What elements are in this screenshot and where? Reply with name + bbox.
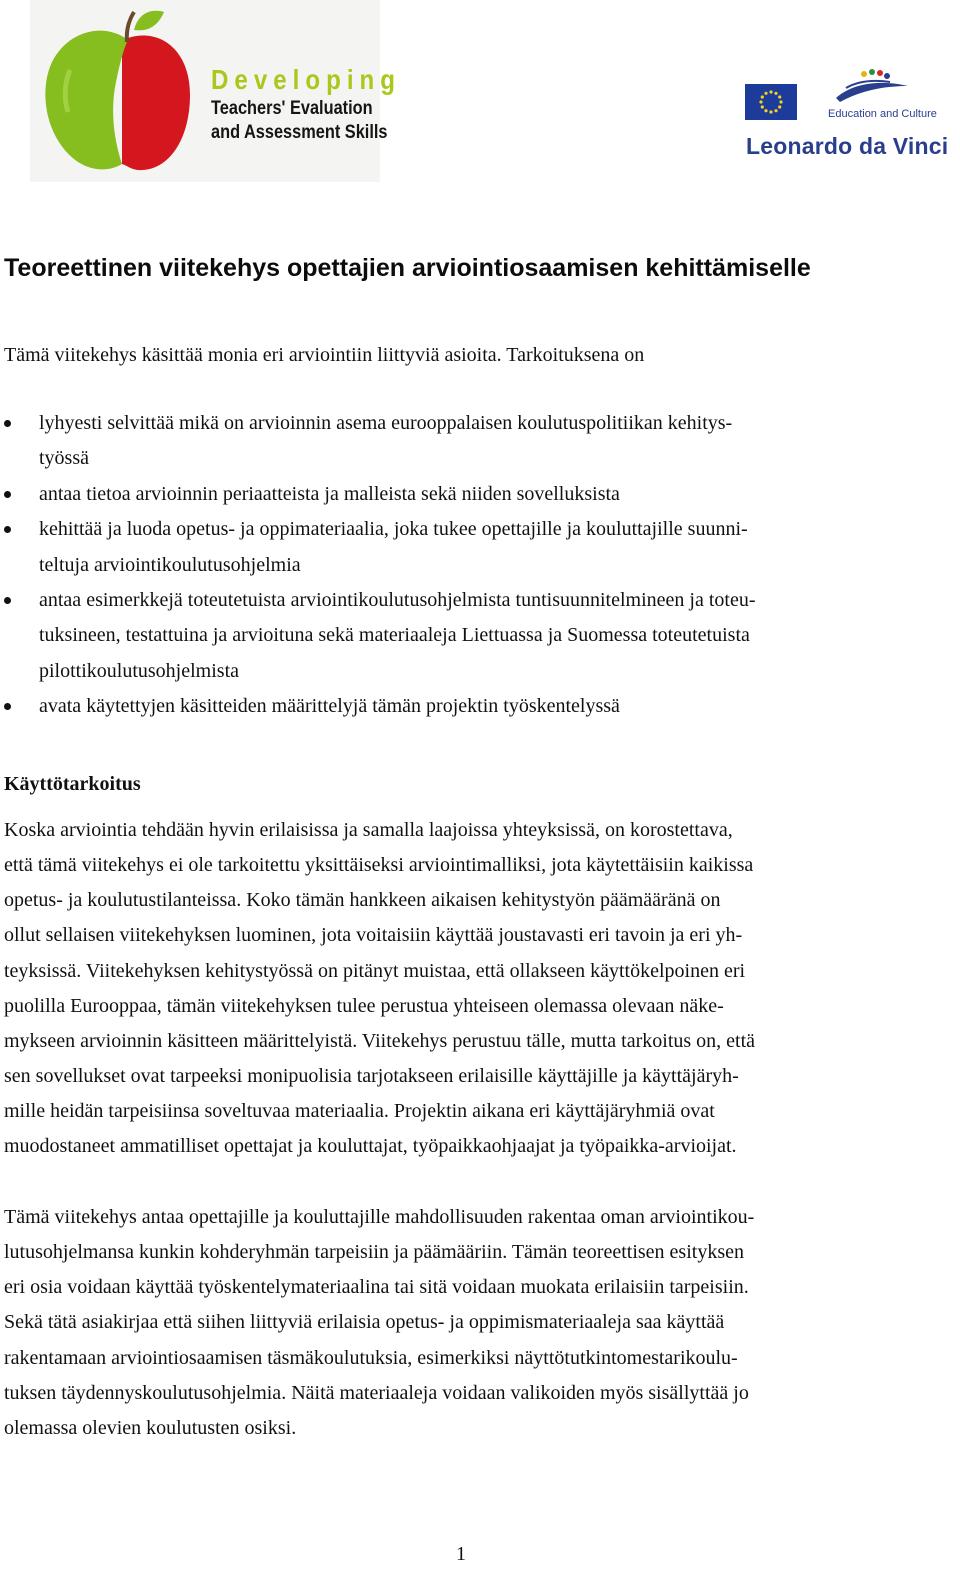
list-item-line: kehittää ja luoda opetus- ja oppimateriaalia, joka tukee opettajille ja kouluttajille suunni-: [39, 518, 748, 541]
body-paragraph-1: [4, 813, 755, 1165]
education-culture-icon: [832, 68, 912, 104]
list-item: [0, 583, 960, 689]
list-item-line: tuksineen, testattuina ja arvioituna sekä materiaaleja Liettuassa ja Suomessa toteutetuista: [39, 624, 750, 647]
paragraph-line: teyksissä. Viitekehyksen kehitystyössä on pitänyt muistaa, että ollakseen käyttökelpoinen eri: [4, 959, 746, 982]
leonardo-da-vinci-label: Leonardo da Vinci: [746, 133, 949, 159]
paragraph-line: sen sovellukset ovat tarpeeksi monipuolisia tarjotakseen erilaisille käyttäjille ja käyttäjäryh-: [4, 1065, 739, 1088]
list-item: [0, 477, 960, 512]
bullet-icon: [4, 420, 11, 427]
logo-line-developing: Developing: [211, 64, 401, 95]
project-logo-text: [211, 66, 401, 142]
paragraph-line: mille heidän tarpeisiinsa soveltuvaa materiaalia. Projektin aikana eri käyttäjäryhmiä ovat: [4, 1100, 715, 1123]
project-logo: [30, 0, 401, 182]
education-culture-label: Education and Culture: [828, 108, 937, 120]
page-number: 1: [456, 1543, 466, 1565]
eu-flag-icon: [745, 84, 797, 120]
paragraph-line: opetus- ja koulutustilanteissa. Koko tämän hankkeen aikaisen kehitystyön päämääränä on: [4, 889, 721, 912]
list-item: [0, 512, 960, 583]
section-heading: Käyttötarkoitus: [4, 773, 141, 795]
paragraph-line: ollut sellaisen viitekehyksen luominen, jota voitaisiin käyttää joustavasti eri tavoin ja eri yh-: [4, 924, 743, 947]
paragraph-line: eri osia voidaan käyttää työskentelymateriaalina tai sitä voidaan muokata erilaisiin tarpeisiin.: [4, 1276, 749, 1299]
paragraph-line: lutusohjelmansa kunkin kohderyhmän tarpeisiin ja päämääriin. Tämän teoreettisen esityksen: [4, 1241, 744, 1264]
paragraph-line: Tämä viitekehys antaa opettajille ja kouluttajille mahdollisuuden rakentaa oman arviointikou-: [4, 1206, 755, 1228]
paragraph-line: olemassa olevien koulutusten osiksi.: [4, 1416, 297, 1439]
body-paragraph-2: [4, 1200, 754, 1446]
list-item-line: pilottikoulutusohjelmista: [39, 659, 239, 682]
bullet-icon: [4, 526, 11, 533]
list-item-line: teltuja arviointikoulutusohjelmia: [39, 553, 301, 576]
list-item: [0, 689, 960, 724]
document-title: Teoreettinen viitekehys opettajien arviointiosaamisen kehittämiselle: [4, 254, 811, 282]
paragraph-line: Koska arviointia tehdään hyvin erilaisissa ja samalla laajoissa yhteyksissä, on korostettava,: [4, 819, 733, 841]
paragraph-line: puolilla Eurooppaa, tämän viitekehyksen tulee perustua yhteiseen olemassa olevaan näke-: [4, 994, 724, 1017]
program-logo: [740, 60, 955, 170]
bullet-icon: [4, 491, 11, 498]
list-item-line: työssä: [39, 447, 89, 470]
paragraph-line: tuksen täydennyskoulutusohjelmia. Näitä materiaaleja voidaan valikoiden myös sisällyttää jo: [4, 1381, 749, 1404]
list-item-line: antaa tietoa arvioinnin periaatteista ja malleista sekä niiden sovelluksista: [39, 482, 620, 505]
paragraph-line: mykseen arvioinnin käsitteen määrittelyistä. Viitekehys perustuu tälle, mutta tarkoitus on, että: [4, 1029, 756, 1052]
paragraph-line: Sekä tätä asiakirjaa että siihen liittyviä erilaisia opetus- ja oppimismateriaaleja saa käyttää: [4, 1311, 725, 1334]
apple-icon: [30, 0, 210, 182]
paragraph-line: rakentamaan arviointiosaamisen täsmäkoulutuksia, esimerkiksi näyttötutkintomestarikoulu-: [4, 1346, 738, 1369]
bullet-icon: [4, 597, 11, 604]
paragraph-line: muodostaneet ammatilliset opettajat ja kouluttajat, työpaikkaohjaajat ja työpaikka-arvioijat.: [4, 1135, 737, 1158]
paragraph-line: että tämä viitekehys ei ole tarkoitettu yksittäiseksi arviointimalliksi, jota käytettäisiin kaikissa: [4, 854, 754, 877]
bullet-icon: [4, 703, 11, 710]
list-item-line: avata käytettyjen käsitteiden määrittelyjä tämän projektin työskentelyssä: [39, 695, 620, 718]
intro-paragraph: Tämä viitekehys käsittää monia eri arviointiin liittyviä asioita. Tarkoituksena on: [4, 344, 645, 366]
purpose-bullet-list: [0, 406, 960, 725]
list-item-line: lyhyesti selvittää mikä on arvioinnin asema eurooppalaisen koulutuspolitiikan kehitys-: [39, 412, 733, 434]
list-item-line: antaa esimerkkejä toteutetuista arviointikoulutusohjelmista tuntisuunnitelmineen ja toteu-: [39, 589, 756, 612]
logo-line-assessment: and Assessment Skills: [211, 122, 388, 143]
logo-line-teachers: Teachers' Evaluation: [211, 98, 373, 119]
list-item: [0, 406, 960, 477]
